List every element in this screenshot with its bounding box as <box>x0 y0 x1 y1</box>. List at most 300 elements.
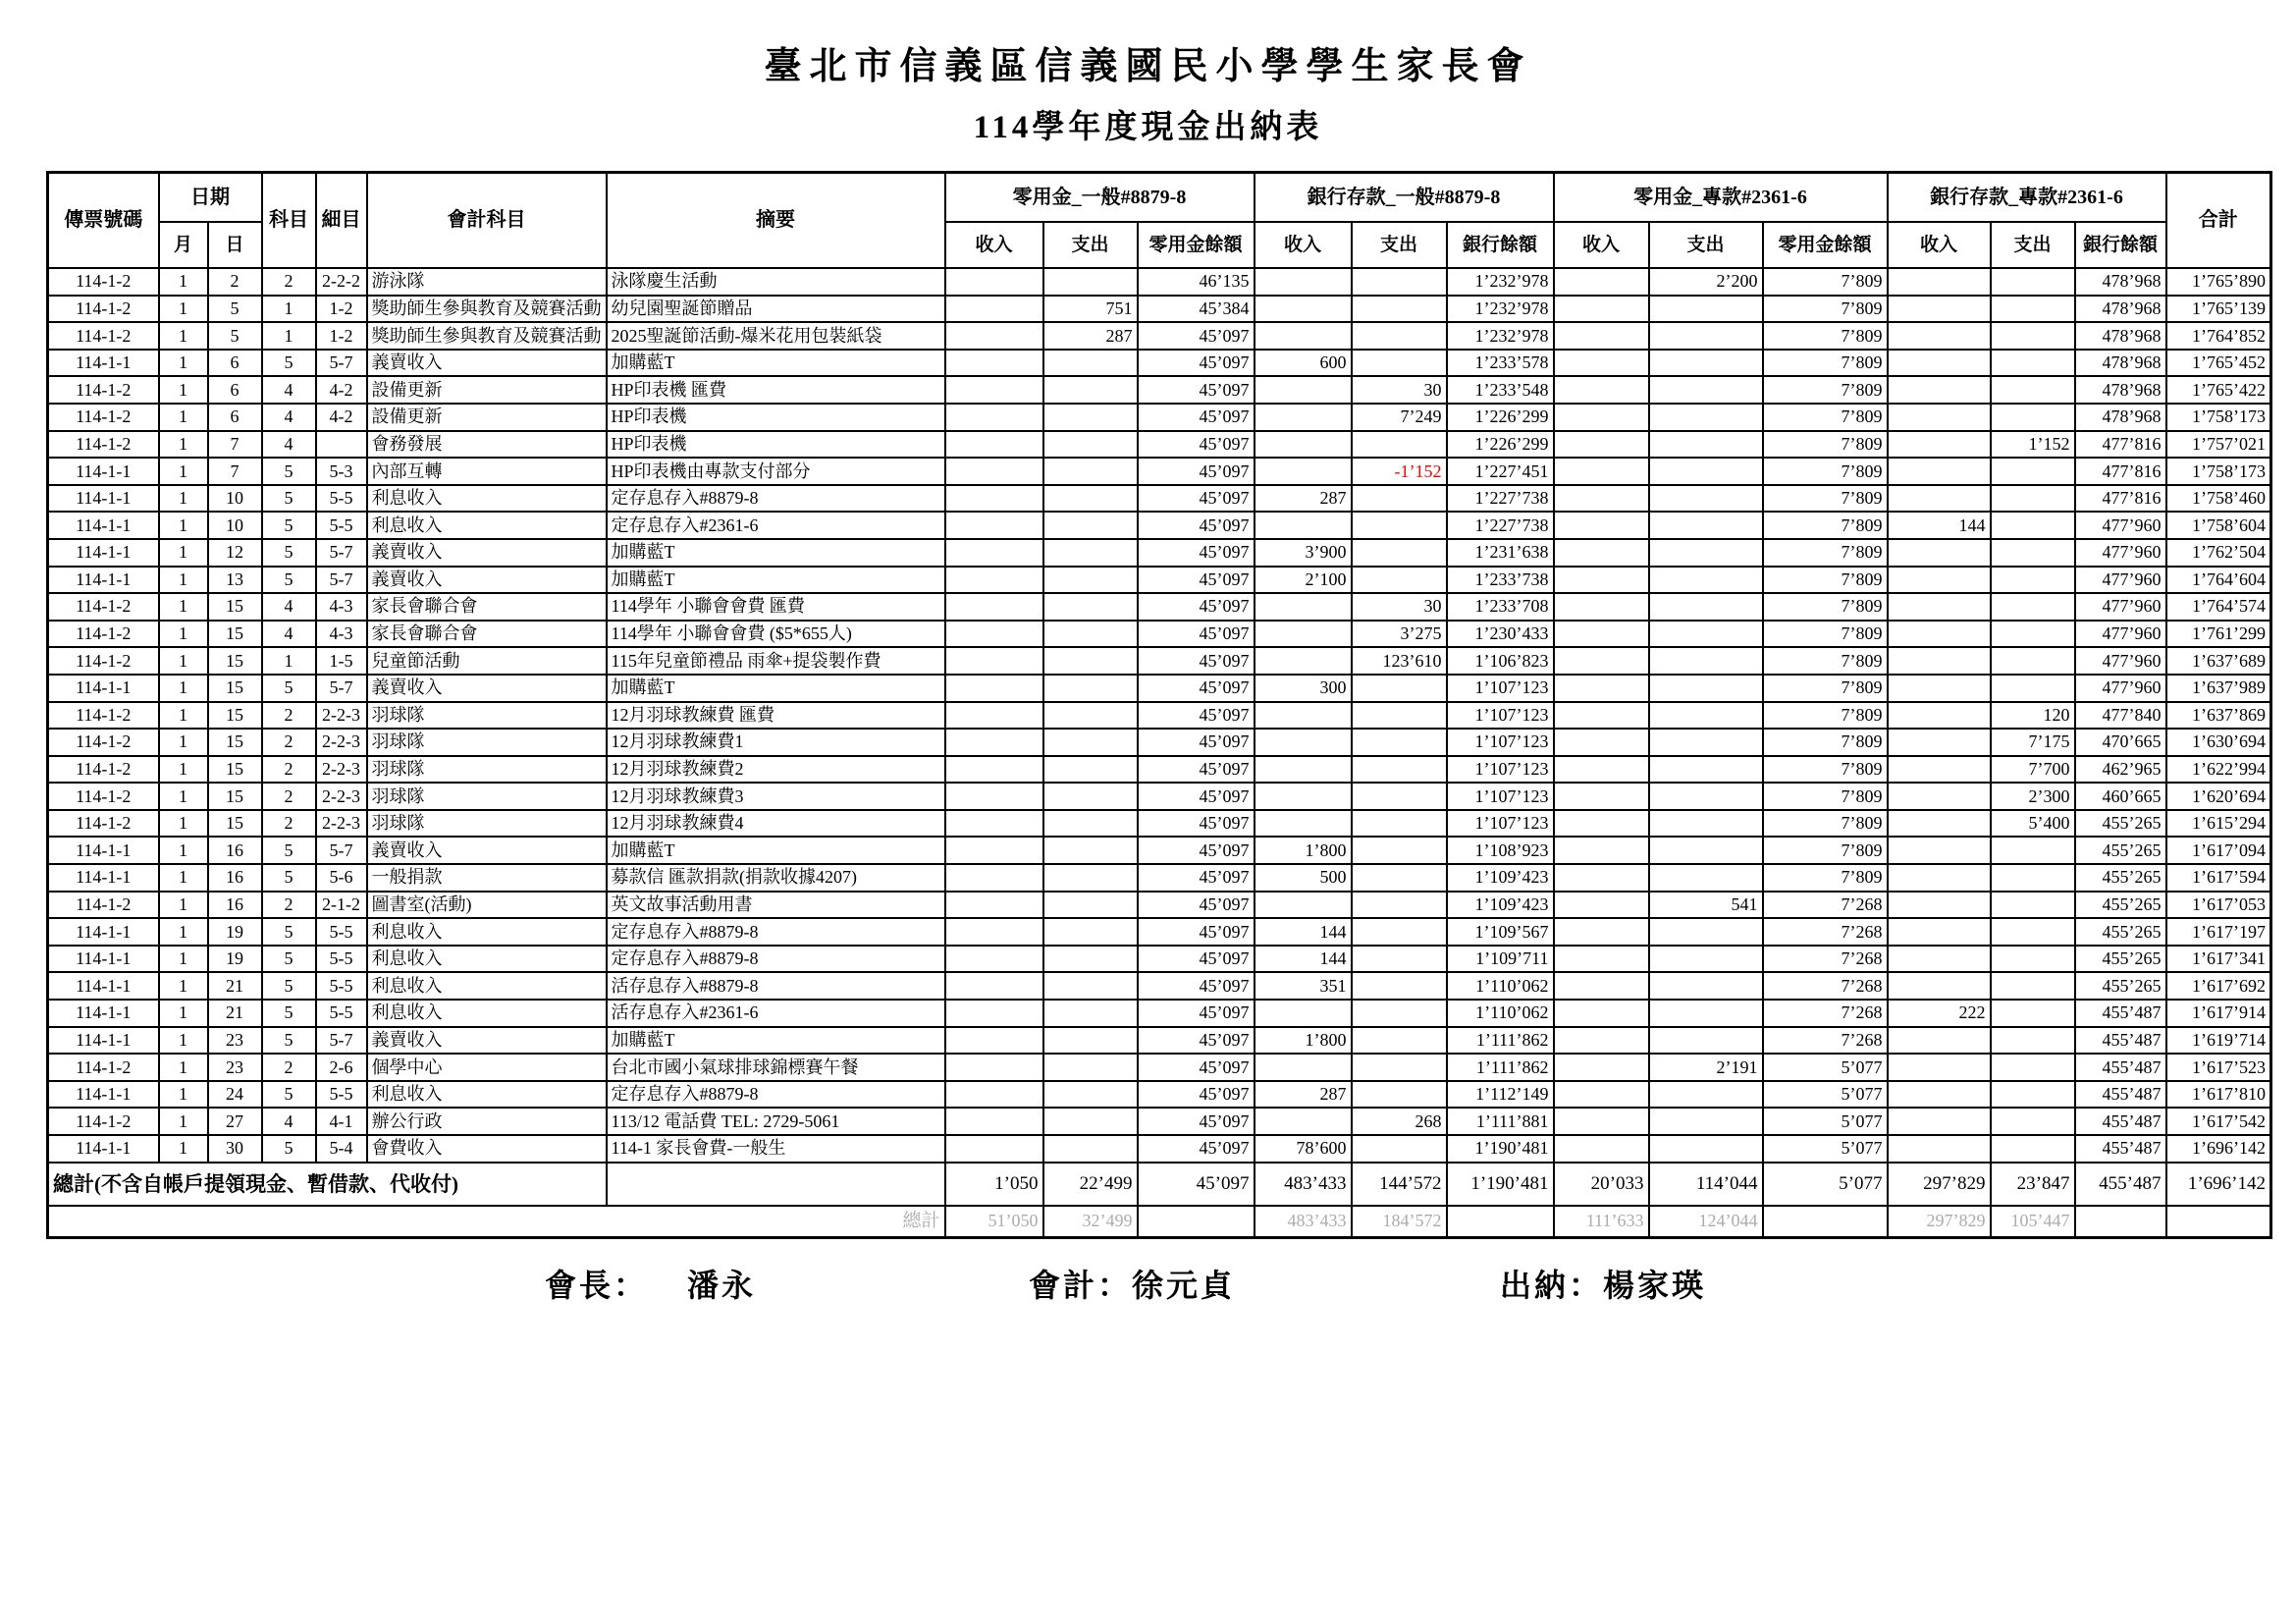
cell-value: 7’268 <box>1763 1000 1888 1027</box>
cell-voucher: 114-1-2 <box>48 431 159 459</box>
cell-month: 1 <box>159 810 208 838</box>
cell-month: 1 <box>159 593 208 621</box>
cell-summ: HP印表機由專款支付部分 <box>607 458 945 485</box>
grand-total-value: 1’696’142 <box>2166 1163 2271 1206</box>
cell-value <box>1554 458 1649 485</box>
cell-value: 45’097 <box>1138 647 1255 675</box>
cell-value <box>1043 1054 1138 1081</box>
table-row <box>48 322 2271 350</box>
cell-value: 30 <box>1352 376 1447 404</box>
cell-value: 45’097 <box>1138 404 1255 431</box>
cell-voucher: 114-1-1 <box>48 972 159 1000</box>
cell-value: 1’617’542 <box>2166 1108 2271 1135</box>
cell-value: 46’135 <box>1138 268 1255 296</box>
cell-value: 45’384 <box>1138 296 1255 323</box>
cell-month: 1 <box>159 783 208 810</box>
cell-acct: 義賣收入 <box>367 675 607 702</box>
table-row <box>48 1081 2271 1109</box>
cell-summ: HP印表機 <box>607 431 945 459</box>
cell-summ: 113/12 電話費 TEL: 2729-5061 <box>607 1108 945 1135</box>
cell-value <box>1043 1000 1138 1027</box>
cell-value <box>1888 485 1991 513</box>
cell-day: 15 <box>208 621 262 648</box>
cell-value: 1’109’423 <box>1447 864 1554 892</box>
cell-value <box>1554 350 1649 377</box>
cell-subj: 2 <box>262 810 316 838</box>
cell-value <box>945 756 1043 784</box>
cell-value <box>1043 1108 1138 1135</box>
cell-value: 600 <box>1255 350 1352 377</box>
cell-month: 1 <box>159 675 208 702</box>
table-row <box>48 1000 2271 1027</box>
table-row <box>48 946 2271 973</box>
cell-det: 5-5 <box>316 918 367 946</box>
grand-total-value: 23’847 <box>1991 1163 2075 1206</box>
cell-day: 15 <box>208 810 262 838</box>
gray-total-value: 184’572 <box>1352 1206 1447 1238</box>
cell-det: 4-2 <box>316 404 367 431</box>
cell-value: 478’968 <box>2075 268 2166 296</box>
cell-summ: 114學年 小聯會會費 匯費 <box>607 593 945 621</box>
page-title: 臺北市信義區信義國民小學學生家長會 <box>764 46 1532 87</box>
cell-value <box>945 296 1043 323</box>
cell-value <box>1352 810 1447 838</box>
cell-value: 1’232’978 <box>1447 322 1554 350</box>
cell-day: 23 <box>208 1054 262 1081</box>
cell-summ: 定存息存入#8879-8 <box>607 1081 945 1109</box>
cell-value: 477’960 <box>2075 539 2166 567</box>
cell-value: 1’111’862 <box>1447 1054 1554 1081</box>
cell-value <box>1554 729 1649 756</box>
cell-det: 5-7 <box>316 1027 367 1055</box>
cell-subj: 2 <box>262 783 316 810</box>
cell-det: 5-7 <box>316 675 367 702</box>
cell-value <box>1255 756 1352 784</box>
cell-value <box>1255 729 1352 756</box>
cell-value <box>1352 918 1447 946</box>
cell-subj: 5 <box>262 837 316 864</box>
cell-det: 5-6 <box>316 864 367 892</box>
cell-value: 7’268 <box>1763 1027 1888 1055</box>
grand-total-value: 483’433 <box>1255 1163 1352 1206</box>
col-header-bk2-balance: 銀行餘額 <box>2075 222 2166 268</box>
cell-month: 1 <box>159 864 208 892</box>
gray-total-value: 124’044 <box>1649 1206 1763 1238</box>
cell-acct: 利息收入 <box>367 1000 607 1027</box>
cell-value: 45’097 <box>1138 539 1255 567</box>
cell-value: 7’809 <box>1763 485 1888 513</box>
cell-value <box>1554 946 1649 973</box>
cell-value: 470’665 <box>2075 729 2166 756</box>
cell-value: 7’175 <box>1991 729 2075 756</box>
cell-value: 1’232’978 <box>1447 268 1554 296</box>
cell-subj: 5 <box>262 458 316 485</box>
cell-value: 7’809 <box>1763 296 1888 323</box>
grand-total-label: 總計(不含自帳戶提領現金、暫借款、代收付) <box>48 1163 607 1206</box>
cell-value: 1’110’062 <box>1447 1000 1554 1027</box>
cell-day: 27 <box>208 1108 262 1135</box>
cell-month: 1 <box>159 702 208 730</box>
cell-value <box>1255 404 1352 431</box>
cell-value: 45’097 <box>1138 376 1255 404</box>
cell-subj: 5 <box>262 567 316 594</box>
cell-value: 1’758’460 <box>2166 485 2271 513</box>
col-header-pc1-balance: 零用金餘額 <box>1138 222 1255 268</box>
gray-total-value: 32’499 <box>1043 1206 1138 1238</box>
cell-subj: 5 <box>262 1135 316 1163</box>
cell-value <box>1888 972 1991 1000</box>
cell-value <box>1991 1081 2075 1109</box>
group-header-pettycash-special: 零用金_專款#2361-6 <box>1554 173 1888 223</box>
cell-det: 2-2-3 <box>316 702 367 730</box>
cell-voucher: 114-1-2 <box>48 593 159 621</box>
cell-value: 7’809 <box>1763 810 1888 838</box>
col-header-bk1-out: 支出 <box>1352 222 1447 268</box>
cell-summ: HP印表機 匯費 <box>607 376 945 404</box>
cell-value: 477’840 <box>2075 702 2166 730</box>
cell-value <box>1649 837 1763 864</box>
chair-name: 潘永 <box>687 1267 757 1303</box>
cell-month: 1 <box>159 296 208 323</box>
col-header-summary: 摘要 <box>607 173 945 269</box>
cell-value <box>1255 621 1352 648</box>
cell-value: 455’265 <box>2075 918 2166 946</box>
cell-day: 12 <box>208 539 262 567</box>
cell-value: 455’487 <box>2075 1108 2166 1135</box>
cell-value: 45’097 <box>1138 1108 1255 1135</box>
cell-acct: 內部互轉 <box>367 458 607 485</box>
chair-label: 會長： <box>545 1267 649 1303</box>
cell-value <box>1043 756 1138 784</box>
cell-subj: 5 <box>262 1081 316 1109</box>
table-row <box>48 702 2271 730</box>
cell-value: 455’487 <box>2075 1000 2166 1027</box>
cell-value: 5’400 <box>1991 810 2075 838</box>
cell-det: 5-5 <box>316 1000 367 1027</box>
cell-value: 7’268 <box>1763 946 1888 973</box>
cell-day: 15 <box>208 647 262 675</box>
table-body <box>48 268 2271 1237</box>
cell-acct: 義賣收入 <box>367 837 607 864</box>
cell-value <box>945 729 1043 756</box>
cell-value <box>1649 1135 1763 1163</box>
cell-voucher: 114-1-1 <box>48 512 159 539</box>
cell-value: 45’097 <box>1138 512 1255 539</box>
cell-value <box>1554 322 1649 350</box>
cell-day: 15 <box>208 675 262 702</box>
grand-total-value: 1’190’481 <box>1447 1163 1554 1206</box>
cell-voucher: 114-1-2 <box>48 404 159 431</box>
cell-value <box>1352 350 1447 377</box>
cell-value <box>1554 621 1649 648</box>
cell-value <box>1352 756 1447 784</box>
cell-value <box>1888 946 1991 973</box>
table-row <box>48 268 2271 296</box>
cell-subj: 4 <box>262 404 316 431</box>
cell-acct: 羽球隊 <box>367 702 607 730</box>
cell-value <box>1255 296 1352 323</box>
cell-value <box>1649 485 1763 513</box>
cell-value: 1’108’923 <box>1447 837 1554 864</box>
cell-day: 10 <box>208 485 262 513</box>
cell-value: 45’097 <box>1138 756 1255 784</box>
cell-value: 1’617’914 <box>2166 1000 2271 1027</box>
cell-value: 7’809 <box>1763 350 1888 377</box>
cell-value <box>1888 892 1991 919</box>
grand-total-value: 455’487 <box>2075 1163 2166 1206</box>
cell-day: 7 <box>208 431 262 459</box>
cell-value <box>1043 404 1138 431</box>
cell-value: 1’617’197 <box>2166 918 2271 946</box>
cell-det: 5-5 <box>316 946 367 973</box>
cell-value: 455’265 <box>2075 837 2166 864</box>
cell-value <box>1991 892 2075 919</box>
cell-value <box>945 647 1043 675</box>
table-row <box>48 512 2271 539</box>
cell-value <box>945 702 1043 730</box>
cell-value <box>1649 350 1763 377</box>
group-header-bank-special: 銀行存款_專款#2361-6 <box>1888 173 2166 223</box>
cell-det: 1-2 <box>316 296 367 323</box>
cell-value <box>945 512 1043 539</box>
cell-value: 455’265 <box>2075 810 2166 838</box>
signature-footer <box>0 1261 2296 1320</box>
cell-value <box>945 431 1043 459</box>
cell-value: 222 <box>1888 1000 1991 1027</box>
cell-value <box>1255 376 1352 404</box>
cell-value <box>1352 539 1447 567</box>
cell-value: 478’968 <box>2075 322 2166 350</box>
cell-value: 1’765’890 <box>2166 268 2271 296</box>
cell-value: 455’487 <box>2075 1027 2166 1055</box>
cell-month: 1 <box>159 972 208 1000</box>
cell-value <box>1888 1135 1991 1163</box>
cell-value: 144 <box>1255 946 1352 973</box>
cell-value <box>1554 918 1649 946</box>
cell-acct: 家長會聯合會 <box>367 621 607 648</box>
cell-value <box>1554 1135 1649 1163</box>
col-header-pc1-out: 支出 <box>1043 222 1138 268</box>
cell-value: 1’757’021 <box>2166 431 2271 459</box>
cell-value <box>945 864 1043 892</box>
cell-value: 500 <box>1255 864 1352 892</box>
cell-value: 1’637’989 <box>2166 675 2271 702</box>
cell-value <box>1888 296 1991 323</box>
cell-value <box>1649 702 1763 730</box>
cell-subj: 5 <box>262 512 316 539</box>
cell-value <box>1554 675 1649 702</box>
cell-day: 19 <box>208 918 262 946</box>
cell-det: 5-4 <box>316 1135 367 1163</box>
cell-value <box>1554 268 1649 296</box>
cell-value: 1’233’708 <box>1447 593 1554 621</box>
cell-value: 7’809 <box>1763 675 1888 702</box>
cell-value: 45’097 <box>1138 1054 1255 1081</box>
table-row <box>48 431 2271 459</box>
cell-value: 45’097 <box>1138 567 1255 594</box>
cell-value: 7’809 <box>1763 512 1888 539</box>
cell-summ: 12月羽球教練費 匯費 <box>607 702 945 730</box>
gray-total-value <box>1447 1206 1554 1238</box>
table-row <box>48 972 2271 1000</box>
cell-subj: 2 <box>262 892 316 919</box>
gray-total-value <box>2166 1206 2271 1238</box>
cell-summ: 台北市國小氣球排球錦標賽午餐 <box>607 1054 945 1081</box>
table-row <box>48 1054 2271 1081</box>
cell-value: 7’809 <box>1763 864 1888 892</box>
cell-value <box>1255 1000 1352 1027</box>
cell-value <box>1649 918 1763 946</box>
cell-value: 1’107’123 <box>1447 675 1554 702</box>
gray-total-label: 總計 <box>48 1206 945 1238</box>
cell-value <box>1554 404 1649 431</box>
cell-value <box>1554 593 1649 621</box>
cell-month: 1 <box>159 1108 208 1135</box>
cell-summ: 12月羽球教練費3 <box>607 783 945 810</box>
cell-value <box>1991 1027 2075 1055</box>
cell-value: 7’268 <box>1763 918 1888 946</box>
cell-value: 45’097 <box>1138 350 1255 377</box>
cell-summ: 英文故事活動用書 <box>607 892 945 919</box>
cell-voucher: 114-1-2 <box>48 296 159 323</box>
table-row <box>48 1135 2271 1163</box>
cell-value: 3’900 <box>1255 539 1352 567</box>
cell-value: 1’696’142 <box>2166 1135 2271 1163</box>
cell-summ: 加購藍T <box>607 567 945 594</box>
cell-value <box>1888 621 1991 648</box>
cell-value <box>1043 512 1138 539</box>
cell-acct: 會費收入 <box>367 1135 607 1163</box>
cell-value: 45’097 <box>1138 485 1255 513</box>
cell-value <box>1352 972 1447 1000</box>
cell-value <box>945 376 1043 404</box>
cell-value <box>1352 567 1447 594</box>
cell-value <box>945 485 1043 513</box>
cell-day: 21 <box>208 1000 262 1027</box>
cell-value: 541 <box>1649 892 1763 919</box>
cell-value <box>1888 837 1991 864</box>
cell-value <box>1043 647 1138 675</box>
cell-value: 455’265 <box>2075 892 2166 919</box>
cell-value <box>1888 1081 1991 1109</box>
cell-value: 45’097 <box>1138 593 1255 621</box>
cell-value <box>1352 1027 1447 1055</box>
cell-value <box>1554 1000 1649 1027</box>
cell-day: 5 <box>208 296 262 323</box>
cell-value <box>1649 729 1763 756</box>
cell-value <box>1649 539 1763 567</box>
cell-value <box>1554 512 1649 539</box>
cell-value: 45’097 <box>1138 431 1255 459</box>
cell-value <box>945 1027 1043 1055</box>
cell-month: 1 <box>159 485 208 513</box>
cell-month: 1 <box>159 1054 208 1081</box>
cell-value <box>1043 783 1138 810</box>
cell-value: 351 <box>1255 972 1352 1000</box>
gray-total-value: 51’050 <box>945 1206 1043 1238</box>
cell-acct: 會務發展 <box>367 431 607 459</box>
cell-value <box>1554 296 1649 323</box>
cell-value <box>1352 1054 1447 1081</box>
cell-subj: 5 <box>262 1000 316 1027</box>
cell-value <box>945 918 1043 946</box>
table-row <box>48 621 2271 648</box>
cell-value <box>1554 567 1649 594</box>
cash-ledger-table <box>46 171 2272 1239</box>
cell-value <box>1649 1081 1763 1109</box>
table-row <box>48 296 2271 323</box>
cell-acct: 一般捐款 <box>367 864 607 892</box>
cell-voucher: 114-1-1 <box>48 1000 159 1027</box>
col-header-pc2-balance: 零用金餘額 <box>1763 222 1888 268</box>
cell-value: 2’300 <box>1991 783 2075 810</box>
cell-value: 287 <box>1255 1081 1352 1109</box>
cell-value <box>1352 729 1447 756</box>
cell-value: 7’809 <box>1763 621 1888 648</box>
cell-subj: 1 <box>262 322 316 350</box>
cell-summ: 114學年 小聯會會費 ($5*655人) <box>607 621 945 648</box>
cell-value <box>945 322 1043 350</box>
cell-value: 1’231’638 <box>1447 539 1554 567</box>
cell-value <box>1043 810 1138 838</box>
cell-value <box>1554 892 1649 919</box>
col-header-pc2-out: 支出 <box>1649 222 1763 268</box>
cell-value: 1’111’862 <box>1447 1027 1554 1055</box>
cell-month: 1 <box>159 918 208 946</box>
cell-day: 5 <box>208 322 262 350</box>
cell-acct: 利息收入 <box>367 918 607 946</box>
table-row <box>48 810 2271 838</box>
group-header-bank-general: 銀行存款_一般#8879-8 <box>1255 173 1554 223</box>
cell-voucher: 114-1-2 <box>48 729 159 756</box>
cell-value <box>1649 1000 1763 1027</box>
cell-day: 6 <box>208 404 262 431</box>
grand-total-value: 22’499 <box>1043 1163 1138 1206</box>
cell-subj: 5 <box>262 864 316 892</box>
cell-acct: 利息收入 <box>367 485 607 513</box>
cell-value <box>1649 647 1763 675</box>
cell-value <box>1649 972 1763 1000</box>
cell-value: 1’617’692 <box>2166 972 2271 1000</box>
cell-value <box>1991 1054 2075 1081</box>
cell-subj: 4 <box>262 593 316 621</box>
table-row <box>48 350 2271 377</box>
cell-value: 1’230’433 <box>1447 621 1554 648</box>
cell-value: 45’097 <box>1138 810 1255 838</box>
cell-value: 478’968 <box>2075 376 2166 404</box>
cell-summ: 定存息存入#8879-8 <box>607 946 945 973</box>
cell-value <box>1352 268 1447 296</box>
table-row <box>48 593 2271 621</box>
cell-value: 1’226’299 <box>1447 431 1554 459</box>
cell-month: 1 <box>159 268 208 296</box>
cell-voucher: 114-1-2 <box>48 621 159 648</box>
cell-det: 2-1-2 <box>316 892 367 919</box>
cell-value <box>1649 864 1763 892</box>
cell-value: -1’152 <box>1352 458 1447 485</box>
cell-value: 7’809 <box>1763 729 1888 756</box>
cell-subj: 5 <box>262 675 316 702</box>
cell-value: 455’487 <box>2075 1135 2166 1163</box>
cell-value: 1’111’881 <box>1447 1108 1554 1135</box>
cell-value: 1’109’567 <box>1447 918 1554 946</box>
gray-total-value: 297’829 <box>1888 1206 1991 1238</box>
cell-value <box>1649 322 1763 350</box>
table-row <box>48 539 2271 567</box>
cell-value: 1’233’578 <box>1447 350 1554 377</box>
cell-det: 2-2-3 <box>316 783 367 810</box>
cell-value <box>1888 756 1991 784</box>
